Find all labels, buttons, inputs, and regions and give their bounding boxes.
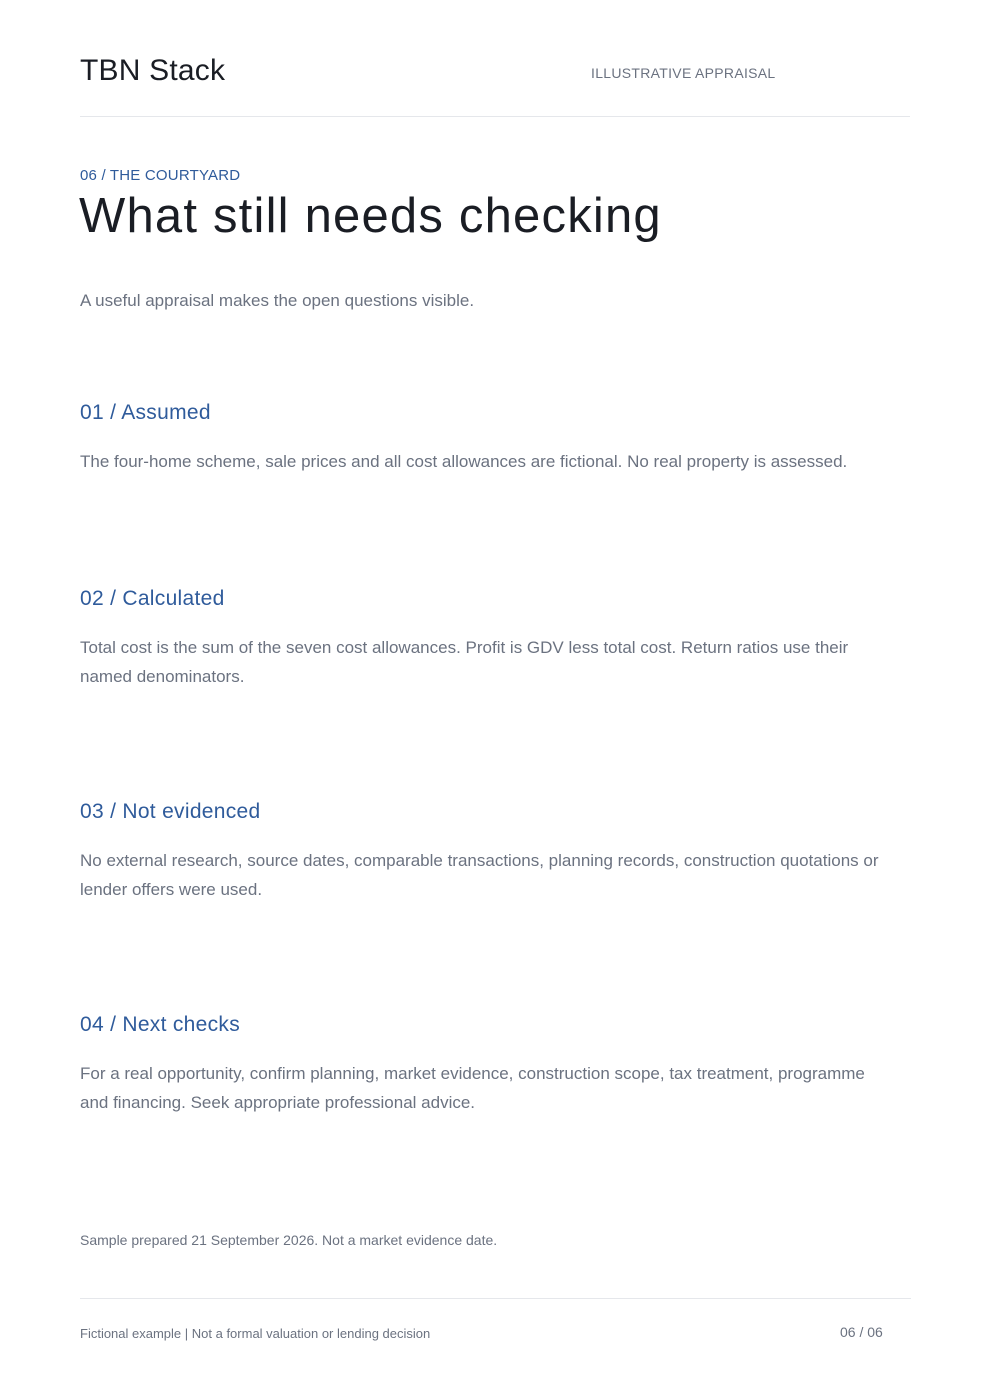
section-kicker: 06 / THE COURTYARD	[80, 167, 241, 184]
section-body-next-checks: For a real opportunity, confirm planning, market evidence, construction scope, tax treatment, programme and financing. Seek appropriate professional advice.	[80, 1064, 865, 1112]
header-divider	[80, 116, 910, 117]
section-body-assumed: The four-home scheme, sale prices and all cost allowances are fictional. No real property is assessed.	[80, 452, 848, 471]
page-title: What still needs checking	[79, 189, 662, 243]
page-number: 06 / 06	[840, 1324, 883, 1340]
prepared-note: Sample prepared 21 September 2026. Not a market evidence date.	[80, 1232, 498, 1248]
section-heading-calculated: 02 / Calculated	[80, 587, 225, 610]
section-body-calculated: Total cost is the sum of the seven cost allowances. Profit is GDV less total cost. Return ratios use their named denominators.	[80, 638, 849, 686]
section-body-not-evidenced: No external research, source dates, comparable transactions, planning records, construction quotations or lender offers were used.	[80, 851, 879, 899]
section-heading-not-evidenced: 03 / Not evidenced	[80, 800, 261, 823]
brand-name: TBN Stack	[80, 54, 226, 87]
section-heading-assumed: 01 / Assumed	[80, 401, 211, 424]
page-subtitle: A useful appraisal makes the open questions visible.	[80, 291, 475, 310]
footer-disclaimer: Fictional example | Not a formal valuation or lending decision	[80, 1326, 431, 1341]
footer-divider	[80, 1298, 911, 1299]
document-type-label: ILLUSTRATIVE APPRAISAL	[591, 65, 776, 81]
section-heading-next-checks: 04 / Next checks	[80, 1013, 241, 1036]
